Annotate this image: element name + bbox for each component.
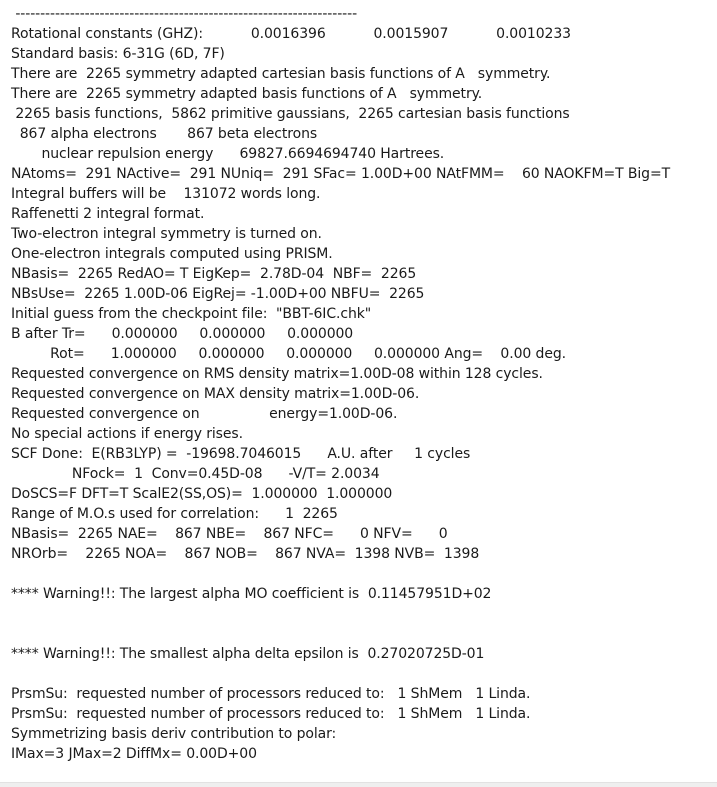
log-line: IMax=3 JMax=2 DiffMx= 0.00D+00 bbox=[11, 746, 257, 762]
log-line: NAtoms= 291 NActive= 291 NUniq= 291 SFac= 1.00D+00 NAtFMM= 60 NAOKFM=T Big=T bbox=[11, 166, 671, 182]
log-line: Symmetrizing basis deriv contribution to polar: bbox=[11, 726, 337, 742]
log-line: 2265 basis functions, 5862 primitive gaussians, 2265 cartesian basis functions bbox=[11, 106, 570, 122]
log-line: Rotational constants (GHZ): 0.0016396 0.0015907 0.0010233 bbox=[11, 26, 571, 42]
log-line: Integral buffers will be 131072 words long. bbox=[11, 186, 321, 202]
blank-line bbox=[11, 604, 711, 624]
log-line: --------------------------------------------------------------------- bbox=[11, 6, 358, 22]
window-bottom-edge bbox=[0, 782, 717, 787]
log-line: No special actions if energy rises. bbox=[11, 426, 243, 442]
output-log bbox=[11, 4, 711, 764]
log-line: Requested convergence on MAX density matrix=1.00D-06. bbox=[11, 386, 420, 402]
blank-line bbox=[11, 664, 711, 684]
log-line: **** Warning!!: The largest alpha MO coefficient is 0.11457951D+02 bbox=[11, 586, 492, 602]
log-line: nuclear repulsion energy 69827.6694694740 Hartrees. bbox=[11, 146, 445, 162]
blank-line bbox=[11, 564, 711, 584]
log-line: **** Warning!!: The smallest alpha delta epsilon is 0.27020725D-01 bbox=[11, 646, 485, 662]
log-line: NBasis= 2265 NAE= 867 NBE= 867 NFC= 0 NFV= 0 bbox=[11, 526, 448, 542]
blank-line bbox=[11, 624, 711, 644]
log-line: One-electron integrals computed using PRISM. bbox=[11, 246, 333, 262]
log-line: SCF Done: E(RB3LYP) = -19698.7046015 A.U. after 1 cycles bbox=[11, 446, 471, 462]
log-line: B after Tr= 0.000000 0.000000 0.000000 bbox=[11, 326, 354, 342]
log-line: PrsmSu: requested number of processors reduced to: 1 ShMem 1 Linda. bbox=[11, 706, 531, 722]
log-line: NBasis= 2265 RedAO= T EigKep= 2.78D-04 NBF= 2265 bbox=[11, 266, 417, 282]
log-line: PrsmSu: requested number of processors reduced to: 1 ShMem 1 Linda. bbox=[11, 686, 531, 702]
log-line: NFock= 1 Conv=0.45D-08 -V/T= 2.0034 bbox=[11, 466, 380, 482]
log-line: Rot= 1.000000 0.000000 0.000000 0.000000 Ang= 0.00 deg. bbox=[11, 346, 566, 362]
log-line: DoSCS=F DFT=T ScalE2(SS,OS)= 1.000000 1.000000 bbox=[11, 486, 393, 502]
log-line: Initial guess from the checkpoint file: "BBT-6IC.chk" bbox=[11, 306, 372, 322]
log-line: Requested convergence on energy=1.00D-06. bbox=[11, 406, 398, 422]
log-line: Two-electron integral symmetry is turned on. bbox=[11, 226, 322, 242]
log-line: NBsUse= 2265 1.00D-06 EigRej= -1.00D+00 NBFU= 2265 bbox=[11, 286, 425, 302]
log-line: Requested convergence on RMS density matrix=1.00D-08 within 128 cycles. bbox=[11, 366, 543, 382]
log-line: There are 2265 symmetry adapted cartesian basis functions of A symmetry. bbox=[11, 66, 551, 82]
log-line: There are 2265 symmetry adapted basis functions of A symmetry. bbox=[11, 86, 483, 102]
log-line: 867 alpha electrons 867 beta electrons bbox=[11, 126, 318, 142]
log-line: Raffenetti 2 integral format. bbox=[11, 206, 205, 222]
log-line: Standard basis: 6-31G (6D, 7F) bbox=[11, 46, 225, 62]
log-line: NROrb= 2265 NOA= 867 NOB= 867 NVA= 1398 NVB= 1398 bbox=[11, 546, 480, 562]
log-line: Range of M.O.s used for correlation: 1 2265 bbox=[11, 506, 338, 522]
